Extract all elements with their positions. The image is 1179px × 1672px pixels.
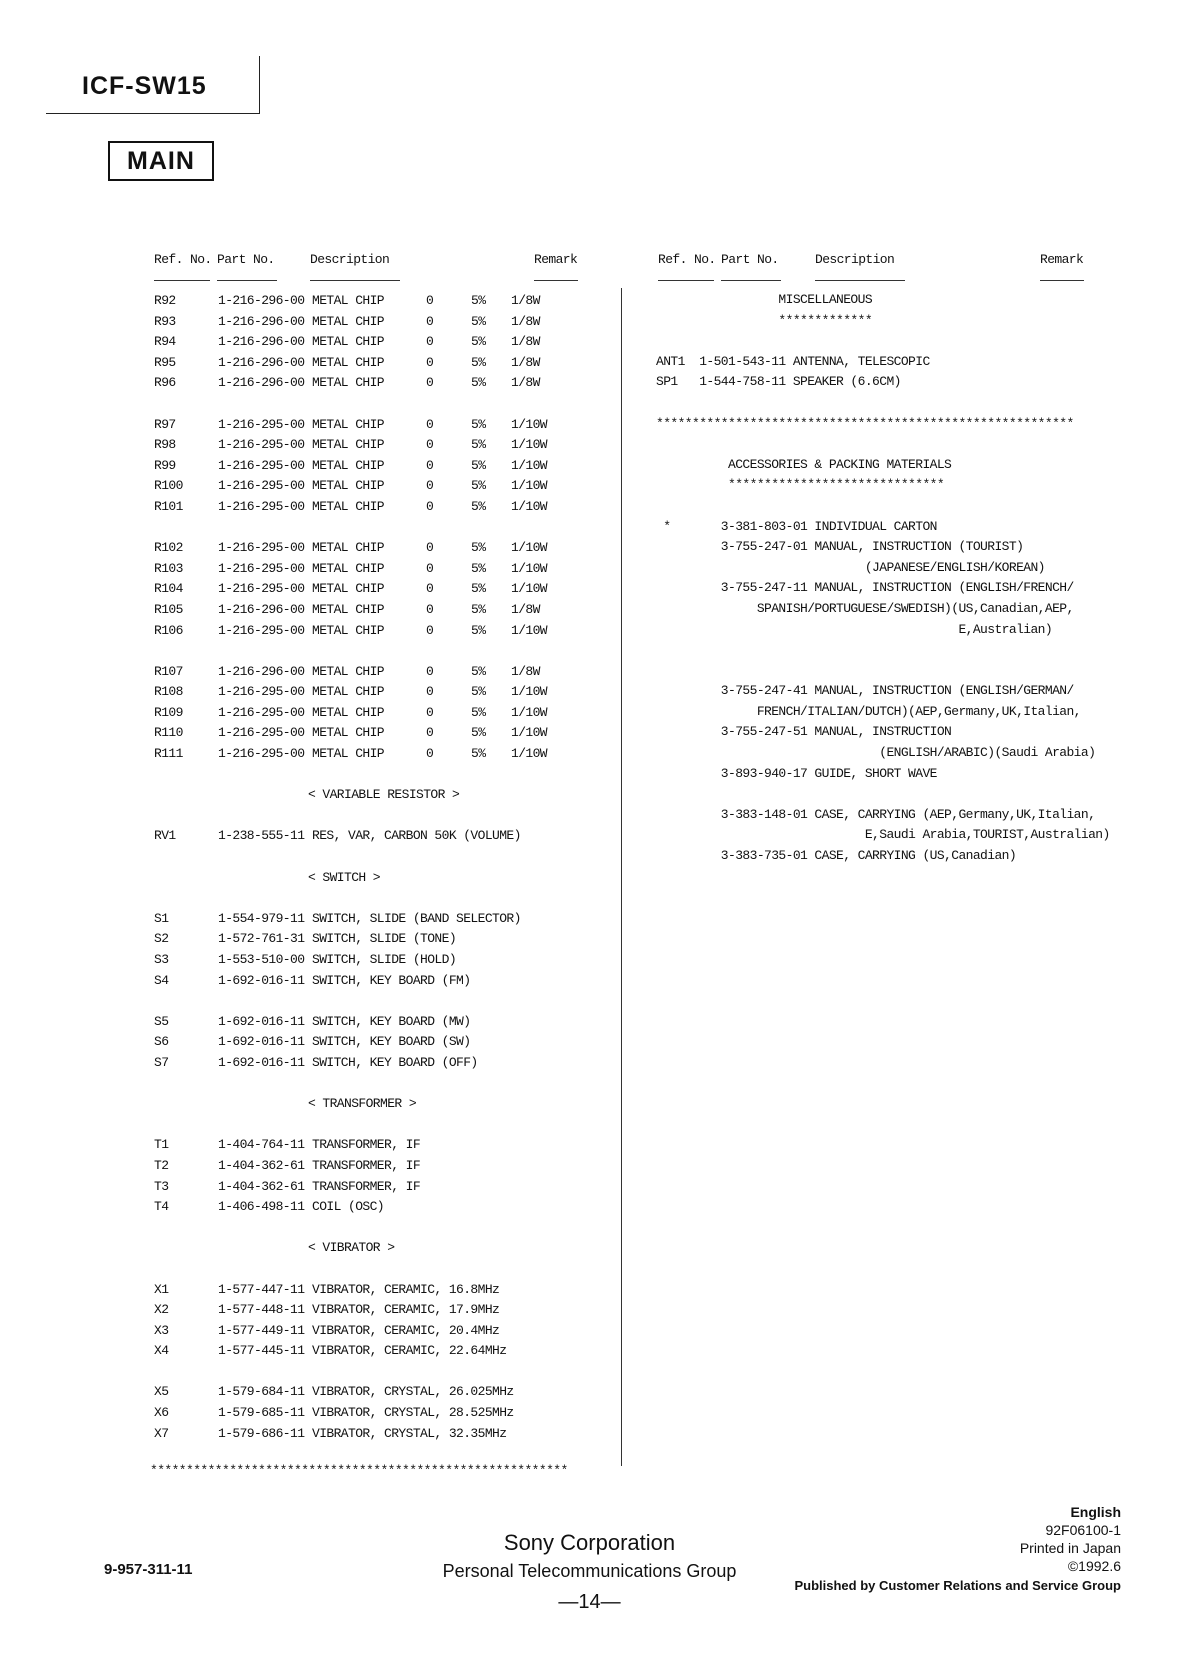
- ref-no: S4: [154, 972, 169, 988]
- value: 0: [426, 725, 434, 741]
- table-row: [150, 314, 600, 335]
- value: 0: [426, 746, 434, 762]
- part-no: 1-216-296-00: [218, 375, 305, 391]
- remark: 1/8W: [511, 313, 540, 329]
- description: METAL CHIP: [312, 581, 385, 597]
- part-no: 1-216-295-00: [218, 581, 305, 597]
- row-gap: [150, 1117, 600, 1138]
- ref-no: S7: [154, 1054, 169, 1070]
- row-gap: [656, 395, 1116, 416]
- list-item: 3-755-247-11 MANUAL, INSTRUCTION (ENGLISH/FRENCH/: [656, 580, 1074, 596]
- description: VIBRATOR, CERAMIC, 16.8MHz: [312, 1281, 500, 1297]
- ref-no: R100: [154, 478, 183, 494]
- end-separator: **********************************************************: [150, 1463, 568, 1478]
- ref-no: T3: [154, 1178, 169, 1194]
- row-gap: [656, 642, 1116, 663]
- table-row: [150, 334, 600, 355]
- part-no: 1-577-447-11: [218, 1281, 305, 1297]
- ref-no: R107: [154, 663, 183, 679]
- part-no: 1-216-296-00: [218, 601, 305, 617]
- separator-stars: **********************************************************: [656, 415, 1074, 431]
- tolerance: 5%: [471, 601, 486, 617]
- description: SWITCH, KEY BOARD (MW): [312, 1013, 471, 1029]
- part-no: 1-216-295-00: [218, 725, 305, 741]
- ref-no: X5: [154, 1384, 169, 1400]
- value: 0: [426, 601, 434, 617]
- table-row: [150, 1055, 600, 1076]
- table-row: [150, 623, 600, 644]
- part-no: 1-216-295-00: [218, 622, 305, 638]
- col-desc-header: Description: [310, 252, 390, 267]
- table-row: [150, 1405, 600, 1426]
- remark: 1/10W: [511, 437, 548, 453]
- remark: 1/10W: [511, 725, 548, 741]
- table-row: [150, 1034, 600, 1055]
- tolerance: 5%: [471, 704, 486, 720]
- part-no: 1-572-761-31: [218, 931, 305, 947]
- description: SWITCH, SLIDE (HOLD): [312, 952, 457, 967]
- ref-no: S5: [154, 1013, 169, 1029]
- value: 0: [426, 354, 434, 370]
- tolerance: 5%: [471, 334, 486, 350]
- part-no: 1-579-686-11: [218, 1425, 305, 1441]
- part-no: 1-216-295-00: [218, 684, 305, 700]
- tolerance: 5%: [471, 498, 486, 514]
- ref-no: R96: [154, 375, 176, 391]
- ref-no: X3: [154, 1322, 169, 1338]
- table-row: [150, 478, 600, 499]
- parts-list-right: [656, 292, 1116, 869]
- description: METAL CHIP: [312, 334, 385, 350]
- ref-no: R97: [154, 416, 176, 432]
- ref-no: X1: [154, 1281, 169, 1297]
- description: METAL CHIP: [312, 622, 385, 638]
- remark: 1/8W: [511, 601, 540, 617]
- tolerance: 5%: [471, 437, 486, 453]
- row-gap: [150, 1364, 600, 1385]
- description: SWITCH, KEY BOARD (FM): [312, 972, 471, 988]
- row-gap: [150, 643, 600, 664]
- table-row: [150, 1343, 600, 1364]
- tolerance: 5%: [471, 725, 486, 741]
- ref-no: R110: [154, 725, 183, 741]
- tolerance: 5%: [471, 560, 486, 576]
- part-no: 1-692-016-11: [218, 972, 305, 988]
- list-item: SP1 1-544-758-11 SPEAKER (6.6CM): [656, 374, 901, 390]
- ref-no: S2: [154, 931, 169, 947]
- tolerance: 5%: [471, 622, 486, 638]
- row-gap: [150, 993, 600, 1014]
- printed-in: Printed in Japan: [1019, 1540, 1121, 1556]
- part-no: 1-216-295-00: [218, 560, 305, 576]
- title-underline: [46, 113, 260, 114]
- table-row: [150, 581, 600, 602]
- page-number: —14—: [558, 1591, 621, 1613]
- tolerance: 5%: [471, 581, 486, 597]
- ref-no: R109: [154, 704, 183, 720]
- tolerance: 5%: [471, 354, 486, 370]
- part-no: 1-554-979-11: [218, 910, 305, 926]
- ref-no: R103: [154, 560, 183, 576]
- list-item: *************: [656, 312, 873, 328]
- list-item: 3-893-940-17 GUIDE, SHORT WAVE: [656, 765, 937, 781]
- row-gap: [150, 1261, 600, 1282]
- value: 0: [426, 334, 434, 350]
- description: METAL CHIP: [312, 416, 385, 432]
- description: VIBRATOR, CRYSTAL, 28.525MHz: [312, 1405, 514, 1421]
- value: 0: [426, 313, 434, 329]
- ref-no: S6: [154, 1034, 169, 1050]
- table-row: [150, 375, 600, 396]
- description: RES, VAR, CARBON 50K (VOLUME): [312, 828, 521, 844]
- description: METAL CHIP: [312, 746, 385, 762]
- col-ref-header: Ref. No.: [154, 252, 212, 267]
- part-no: 1-216-296-00: [218, 313, 305, 329]
- part-no: 1-238-555-11: [218, 828, 305, 844]
- description: METAL CHIP: [312, 601, 385, 617]
- tolerance: 5%: [471, 684, 486, 700]
- remark: 1/8W: [511, 375, 540, 391]
- col-part-header: Part No.: [721, 252, 779, 267]
- tolerance: 5%: [471, 375, 486, 391]
- col-desc-header: Description: [815, 252, 895, 267]
- row-gap: [656, 436, 1116, 457]
- description: SWITCH, SLIDE (BAND SELECTOR): [312, 910, 521, 926]
- header-underline: [310, 280, 400, 281]
- table-row: [150, 1158, 600, 1179]
- ref-no: R93: [154, 313, 176, 329]
- table-row: [150, 437, 600, 458]
- part-no: 1-216-295-00: [218, 704, 305, 720]
- description: METAL CHIP: [312, 354, 385, 370]
- list-item: ACCESSORIES & PACKING MATERIALS: [656, 456, 952, 472]
- row-gap: [656, 498, 1116, 519]
- value: 0: [426, 540, 434, 556]
- section-heading: [150, 870, 600, 891]
- list-item: MISCELLANEOUS: [656, 292, 873, 307]
- ref-no: R104: [154, 581, 183, 597]
- remark: 1/10W: [511, 478, 548, 494]
- part-no: 1-577-445-11: [218, 1343, 305, 1359]
- table-row: [150, 1014, 600, 1035]
- table-row: [150, 952, 600, 973]
- tolerance: 5%: [471, 478, 486, 494]
- copyright: ©1992.6: [1067, 1558, 1121, 1574]
- description: SWITCH, SLIDE (TONE): [312, 931, 457, 947]
- section-heading-text: < VIBRATOR >: [308, 1240, 395, 1256]
- section-heading-text: < VARIABLE RESISTOR >: [308, 787, 460, 803]
- remark: 1/10W: [511, 560, 548, 576]
- description: METAL CHIP: [312, 725, 385, 741]
- ref-no: T4: [154, 1199, 169, 1215]
- remark: 1/10W: [511, 684, 548, 700]
- table-row: [150, 499, 600, 520]
- description: METAL CHIP: [312, 663, 385, 679]
- group-name: Personal Telecommunications Group: [442, 1561, 737, 1581]
- section-heading-text: < TRANSFORMER >: [308, 1096, 417, 1112]
- value: 0: [426, 457, 434, 473]
- table-row: [150, 911, 600, 932]
- value: 0: [426, 663, 434, 679]
- value: 0: [426, 478, 434, 494]
- header-underline: [534, 280, 578, 281]
- part-no: 1-692-016-11: [218, 1054, 305, 1070]
- table-row: [150, 1282, 600, 1303]
- remark: 1/10W: [511, 416, 548, 432]
- value: 0: [426, 622, 434, 638]
- part-no: 1-216-296-00: [218, 334, 305, 350]
- header-underline: [815, 280, 905, 281]
- description: SWITCH, KEY BOARD (SW): [312, 1034, 471, 1050]
- tolerance: 5%: [471, 663, 486, 679]
- part-no: 1-692-016-11: [218, 1034, 305, 1050]
- table-row: [150, 602, 600, 623]
- ref-no: R111: [154, 746, 183, 762]
- part-no: 1-692-016-11: [218, 1013, 305, 1029]
- ref-no: R105: [154, 601, 183, 617]
- row-gap: [150, 890, 600, 911]
- description: METAL CHIP: [312, 704, 385, 720]
- tolerance: 5%: [471, 313, 486, 329]
- header-underline: [217, 280, 277, 281]
- row-gap: [150, 1076, 600, 1097]
- col-ref-header: Ref. No.: [658, 252, 716, 267]
- table-row: [150, 417, 600, 438]
- description: METAL CHIP: [312, 498, 385, 514]
- table-row: [150, 1137, 600, 1158]
- list-item: FRENCH/ITALIAN/DUTCH)(AEP,Germany,UK,Italian,: [656, 703, 1081, 719]
- description: VIBRATOR, CERAMIC, 17.9MHz: [312, 1302, 500, 1318]
- title-divider: [259, 56, 260, 114]
- part-no: 1-404-362-61: [218, 1157, 305, 1173]
- ref-no: R94: [154, 334, 176, 350]
- part-no: 1-216-295-00: [218, 478, 305, 494]
- description: METAL CHIP: [312, 375, 385, 391]
- column-divider: [621, 288, 622, 1466]
- section-heading: [150, 787, 600, 808]
- value: 0: [426, 416, 434, 432]
- description: VIBRATOR, CRYSTAL, 26.025MHz: [312, 1384, 514, 1400]
- ref-no: S3: [154, 952, 169, 967]
- value: 0: [426, 437, 434, 453]
- remark: 1/8W: [511, 293, 540, 308]
- description: METAL CHIP: [312, 313, 385, 329]
- list-item: 3-755-247-01 MANUAL, INSTRUCTION (TOURIST): [656, 539, 1024, 555]
- ref-no: R95: [154, 354, 176, 370]
- part-no: 1-579-684-11: [218, 1384, 305, 1400]
- row-gap: [150, 396, 600, 417]
- table-row: [150, 973, 600, 994]
- table-row: [150, 1179, 600, 1200]
- tolerance: 5%: [471, 293, 486, 308]
- description: METAL CHIP: [312, 684, 385, 700]
- table-row: [150, 1384, 600, 1405]
- description: TRANSFORMER, IF: [312, 1137, 421, 1153]
- description: METAL CHIP: [312, 540, 385, 556]
- part-no: 1-216-295-00: [218, 416, 305, 432]
- remark: 1/8W: [511, 663, 540, 679]
- description: COIL (OSC): [312, 1199, 385, 1215]
- value: 0: [426, 560, 434, 576]
- ref-no: R106: [154, 622, 183, 638]
- remark: 1/10W: [511, 704, 548, 720]
- value: 0: [426, 704, 434, 720]
- part-no: 1-216-296-00: [218, 663, 305, 679]
- print-code: 92F06100-1: [1045, 1522, 1121, 1538]
- row-gap: [656, 786, 1116, 807]
- description: VIBRATOR, CERAMIC, 22.64MHz: [312, 1343, 507, 1359]
- remark: 1/8W: [511, 334, 540, 350]
- ref-no: S1: [154, 910, 169, 926]
- list-item: 3-755-247-41 MANUAL, INSTRUCTION (ENGLISH/GERMAN/: [656, 683, 1074, 699]
- section-label: MAIN: [108, 141, 214, 181]
- table-row: [150, 705, 600, 726]
- tolerance: 5%: [471, 416, 486, 432]
- list-item: 3-383-735-01 CASE, CARRYING (US,Canadian): [656, 848, 1017, 864]
- table-row: [150, 828, 600, 849]
- publisher: Published by Customer Relations and Service Group: [794, 1578, 1121, 1593]
- description: VIBRATOR, CRYSTAL, 32.35MHz: [312, 1425, 507, 1441]
- tolerance: 5%: [471, 457, 486, 473]
- part-no: 1-577-448-11: [218, 1302, 305, 1318]
- corporation-name: Sony Corporation: [503, 1530, 676, 1555]
- part-no: 1-216-295-00: [218, 498, 305, 514]
- remark: 1/10W: [511, 746, 548, 762]
- col-remark-header: Remark: [534, 252, 578, 267]
- header-underline: [658, 280, 714, 281]
- ref-no: X2: [154, 1302, 169, 1318]
- table-row: [150, 1199, 600, 1220]
- description: METAL CHIP: [312, 437, 385, 453]
- ref-no: T2: [154, 1157, 169, 1173]
- col-remark-header: Remark: [1040, 252, 1084, 267]
- list-item: * 3-381-803-01 INDIVIDUAL CARTON: [656, 518, 937, 534]
- list-item: 3-755-247-51 MANUAL, INSTRUCTION: [656, 724, 952, 740]
- ref-no: R98: [154, 437, 176, 453]
- section-heading: [150, 1096, 600, 1117]
- row-gap: [656, 663, 1116, 684]
- parts-list-left: [150, 293, 600, 1446]
- part-no: 1-216-295-00: [218, 457, 305, 473]
- ref-no: X7: [154, 1425, 169, 1441]
- table-row: [150, 458, 600, 479]
- list-item: (JAPANESE/ENGLISH/KOREAN): [656, 559, 1045, 575]
- list-item: ******************************: [656, 477, 945, 493]
- ref-no: R108: [154, 684, 183, 700]
- description: TRANSFORMER, IF: [312, 1157, 421, 1173]
- value: 0: [426, 375, 434, 391]
- table-row: [150, 725, 600, 746]
- part-no: 1-216-296-00: [218, 293, 305, 308]
- ref-no: R102: [154, 540, 183, 556]
- table-row: [150, 664, 600, 685]
- table-row: [150, 355, 600, 376]
- part-no: 1-406-498-11: [218, 1199, 305, 1215]
- header-underline: [721, 280, 781, 281]
- list-item: ANT1 1-501-543-11 ANTENNA, TELESCOPIC: [656, 353, 930, 369]
- col-part-header: Part No.: [217, 252, 275, 267]
- ref-no: X6: [154, 1405, 169, 1421]
- part-no: 1-404-362-61: [218, 1178, 305, 1194]
- list-item: E,Saudi Arabia,TOURIST,Australian): [656, 827, 1110, 843]
- section-heading: [150, 1240, 600, 1261]
- value: 0: [426, 581, 434, 597]
- remark: 1/8W: [511, 354, 540, 370]
- ref-no: X4: [154, 1343, 169, 1359]
- table-row: [150, 1323, 600, 1344]
- ref-no: T1: [154, 1137, 169, 1153]
- header-underline: [154, 280, 210, 281]
- value: 0: [426, 293, 434, 308]
- list-item: SPANISH/PORTUGUESE/SWEDISH)(US,Canadian,AEP,: [656, 600, 1074, 616]
- language: English: [1070, 1504, 1121, 1520]
- row-gap: [150, 808, 600, 829]
- table-row: [150, 293, 600, 314]
- row-gap: [150, 849, 600, 870]
- table-row: [150, 561, 600, 582]
- list-item: 3-383-148-01 CASE, CARRYING (AEP,Germany,UK,Italian,: [656, 806, 1096, 822]
- ref-no: R92: [154, 293, 176, 308]
- list-item: (ENGLISH/ARABIC)(Saudi Arabia): [656, 745, 1096, 761]
- table-row: [150, 746, 600, 767]
- remark: 1/10W: [511, 498, 548, 514]
- remark: 1/10W: [511, 581, 548, 597]
- part-no: 1-579-685-11: [218, 1405, 305, 1421]
- part-no: 1-577-449-11: [218, 1322, 305, 1338]
- table-row: [150, 540, 600, 561]
- description: METAL CHIP: [312, 478, 385, 494]
- table-row: [150, 931, 600, 952]
- part-no: 1-216-295-00: [218, 540, 305, 556]
- table-row: [150, 684, 600, 705]
- description: METAL CHIP: [312, 457, 385, 473]
- value: 0: [426, 498, 434, 514]
- part-no: 1-216-295-00: [218, 437, 305, 453]
- row-gap: [150, 520, 600, 541]
- list-item: E,Australian): [656, 621, 1053, 637]
- description: METAL CHIP: [312, 293, 385, 308]
- remark: 1/10W: [511, 457, 548, 473]
- print-info: [794, 1503, 1121, 1595]
- value: 0: [426, 684, 434, 700]
- ref-no: R99: [154, 457, 176, 473]
- tolerance: 5%: [471, 540, 486, 556]
- description: SWITCH, KEY BOARD (OFF): [312, 1054, 478, 1070]
- table-row: [150, 1426, 600, 1447]
- part-no: 1-404-764-11: [218, 1137, 305, 1153]
- row-gap: [150, 1220, 600, 1241]
- remark: 1/10W: [511, 540, 548, 556]
- description: VIBRATOR, CERAMIC, 20.4MHz: [312, 1322, 500, 1338]
- tolerance: 5%: [471, 746, 486, 762]
- row-gap: [150, 767, 600, 788]
- table-row: [150, 1302, 600, 1323]
- header-underline: [1040, 280, 1084, 281]
- ref-no: R101: [154, 498, 183, 514]
- document-number: 9-957-311-11: [104, 1561, 193, 1578]
- part-no: 1-216-296-00: [218, 354, 305, 370]
- row-gap: [656, 333, 1116, 354]
- description: METAL CHIP: [312, 560, 385, 576]
- model-title: ICF-SW15: [82, 72, 207, 100]
- part-no: 1-216-295-00: [218, 746, 305, 762]
- section-heading-text: < SWITCH >: [308, 869, 381, 885]
- ref-no: RV1: [154, 828, 176, 844]
- remark: 1/10W: [511, 622, 548, 638]
- description: TRANSFORMER, IF: [312, 1178, 421, 1194]
- part-no: 1-553-510-00: [218, 952, 305, 967]
